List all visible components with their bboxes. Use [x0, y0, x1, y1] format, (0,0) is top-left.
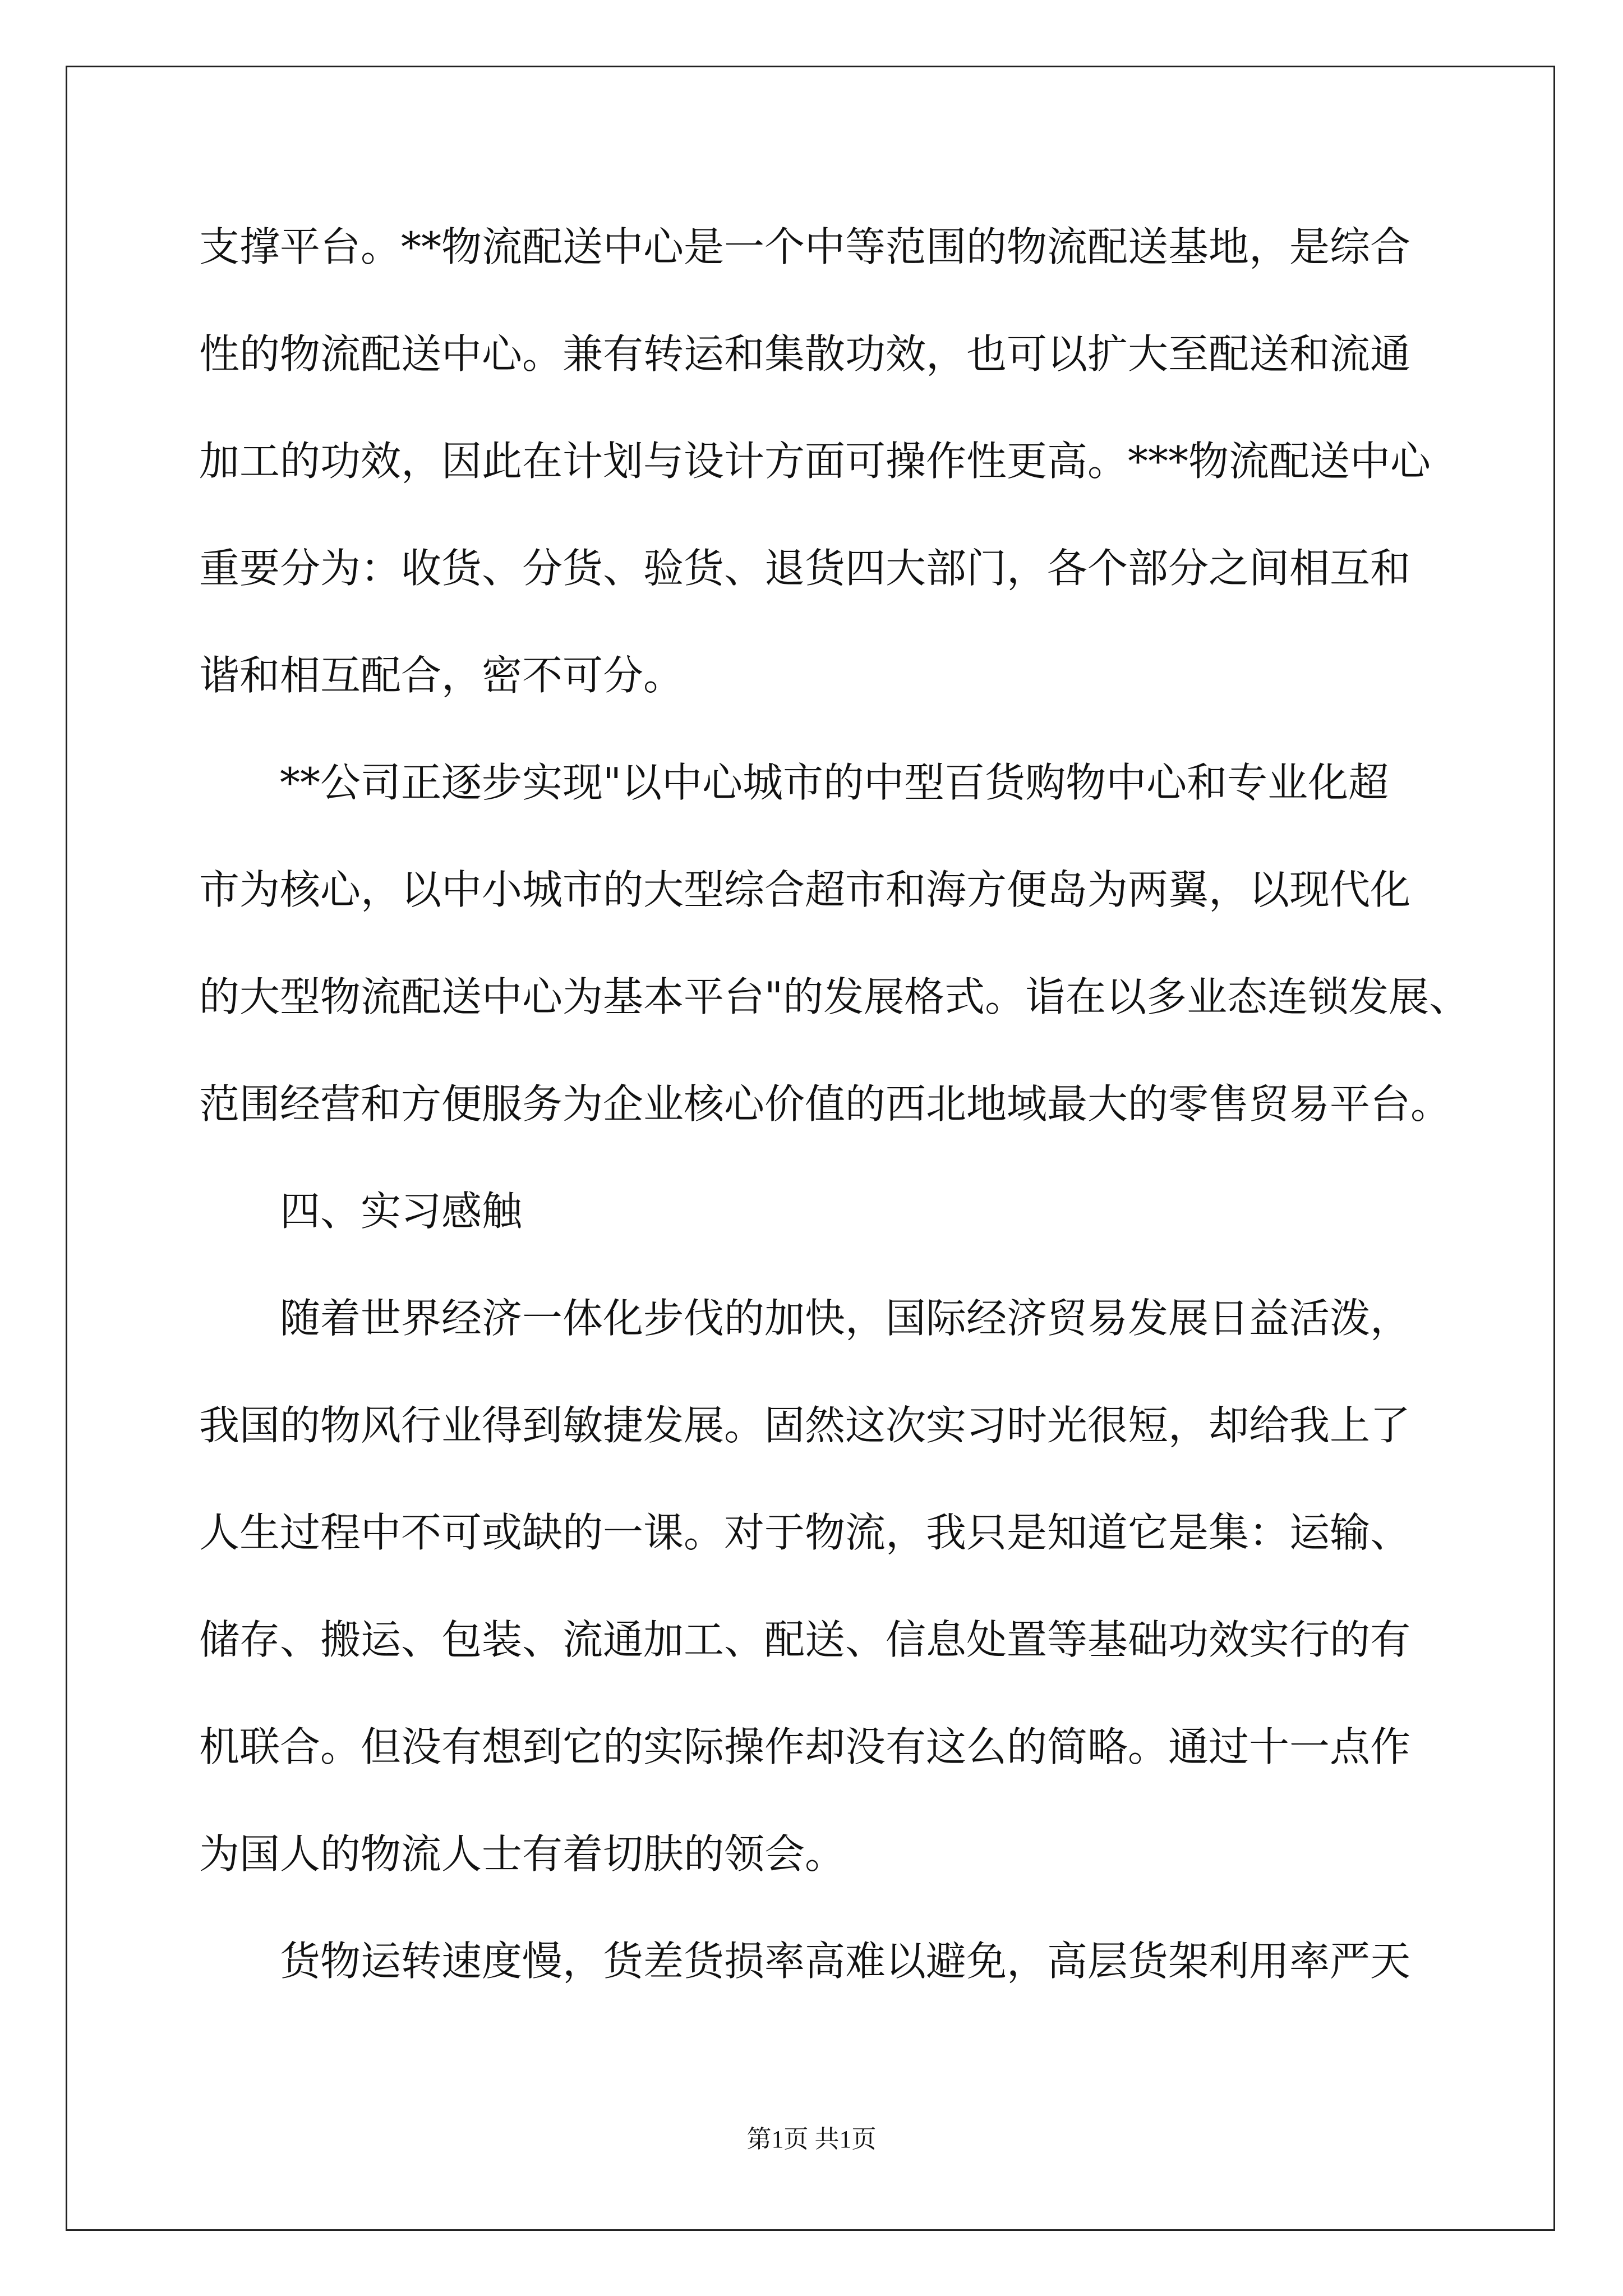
text-line: 机联合。但没有想到它的实际操作却没有这么的简略。通过十一点作	[199, 1723, 1411, 1770]
text-line: **公司正逐步实现"以中心城市的中型百货购物中心和专业化超	[280, 759, 1389, 806]
text-line: 为国人的物流人士有着切肤的领会。	[199, 1830, 846, 1878]
page-footer: 第1页 共1页	[746, 2125, 877, 2153]
heading-line: 四、实习感触	[280, 1188, 523, 1235]
text-line: 人生过程中不可或缺的一课。对于物流，我只是知道它是集：运输、	[199, 1509, 1411, 1556]
paragraph	[199, 749, 1470, 1177]
text-line: 储存、搬运、包装、流通加工、配送、信息处置等基础功效实行的有	[199, 1616, 1411, 1663]
text-line: 的大型物流配送中心为基本平台"的发展格式。诣在以多业态连锁发展、	[199, 973, 1470, 1020]
text-line: 我国的物风行业得到敏捷发展。固然这次实习时光很短，却给我上了	[199, 1402, 1411, 1449]
text-line: 谐和相互配合，密不可分。	[199, 652, 684, 699]
text-line: 市为核心，以中小城市的大型综合超市和海方便岛为两翼，以现代化	[199, 866, 1411, 913]
text-line: 范围经营和方便服务为企业核心价值的西北地域最大的零售贸易平台。	[199, 1080, 1451, 1128]
text-line: 随着世界经济一体化步伐的加快，国际经济贸易发展日益活泼，	[280, 1295, 1411, 1342]
document-body	[199, 213, 1470, 2035]
section-heading	[199, 1177, 1427, 1285]
text-line: 加工的功效，因此在计划与设计方面可操作性更高。***物流配送中心	[199, 438, 1431, 485]
text-line: 性的物流配送中心。兼有转运和集散功效，也可以扩大至配送和流通	[199, 330, 1411, 378]
text-line: 重要分为：收货、分货、验货、退货四大部门，各个部分之间相互和	[199, 545, 1411, 592]
paragraph	[199, 1927, 1427, 2035]
text-line: 货物运转速度慢，货差货损率高难以避免，高层货架利用率严天	[280, 1938, 1411, 1985]
paragraph	[199, 213, 1431, 749]
paragraph	[199, 1285, 1427, 1927]
text-line: 支撑平台。**物流配送中心是一个中等范围的物流配送基地，是综合	[199, 223, 1411, 270]
